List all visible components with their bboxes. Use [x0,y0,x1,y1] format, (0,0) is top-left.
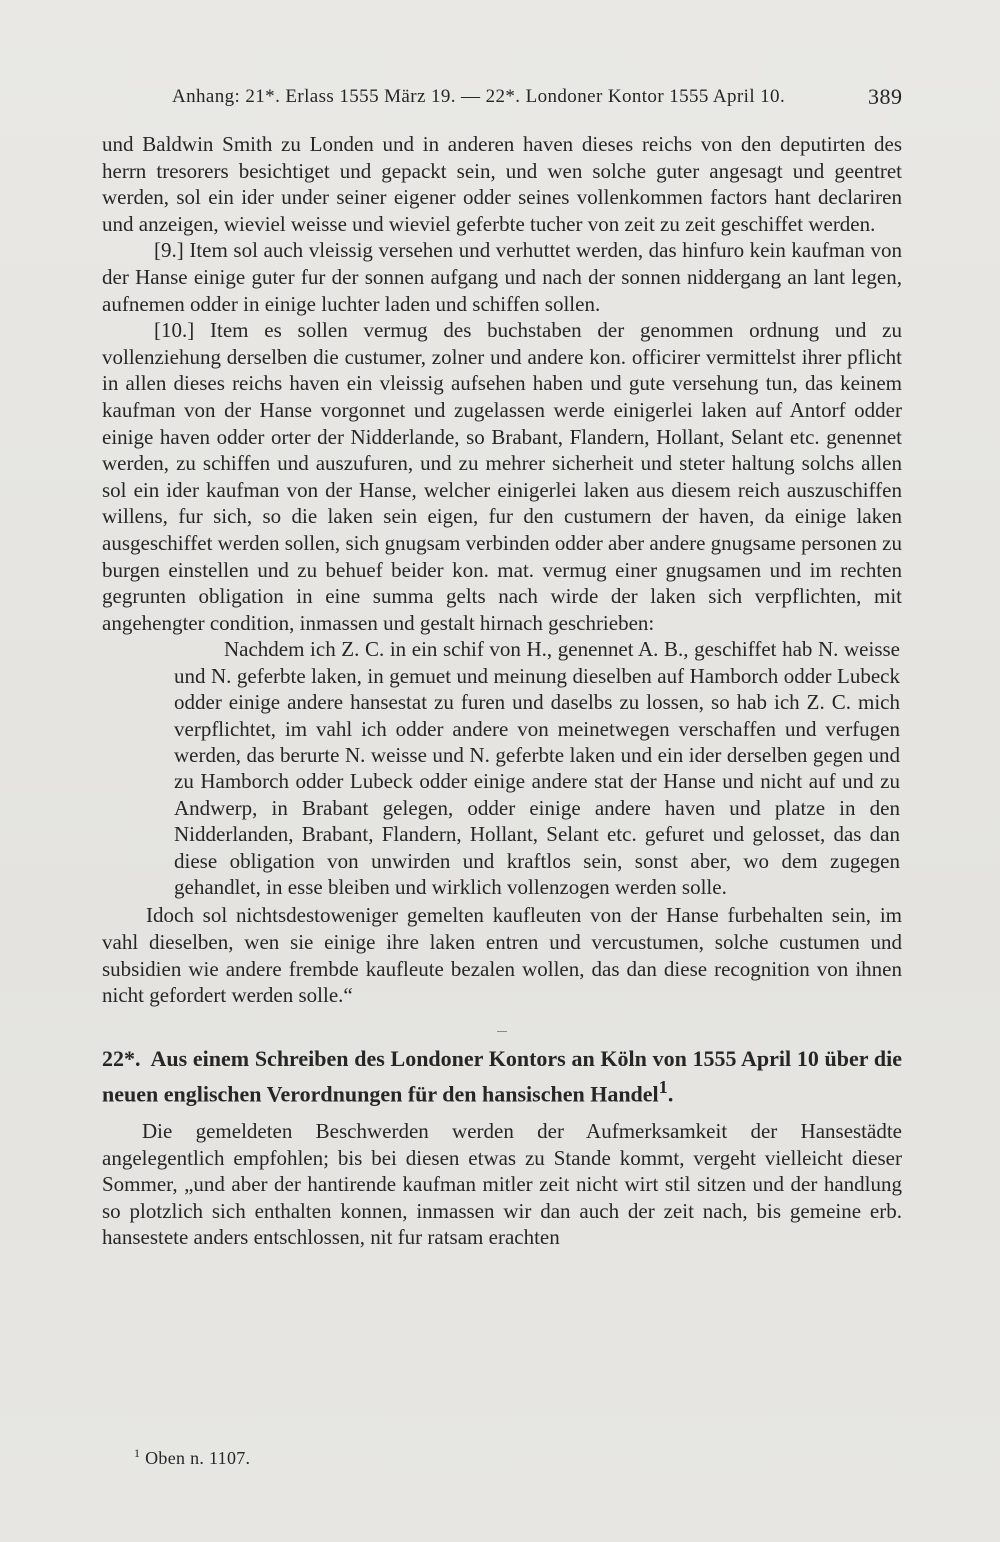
footnote-mark: 1 [134,1446,141,1460]
running-head: Anhang: 21*. Erlass 1555 März 19. — 22*. Londoner Kontor 1555 April 10. [172,86,786,107]
footnote-text: Oben n. 1107. [145,1448,251,1468]
section-heading [102,1044,902,1108]
main-text [102,131,902,1251]
footnote [134,1446,250,1469]
paragraph-article-10: [10.] Item es sollen vermug des buchstaben der genommen ordnung und zu vollenziehung derselben die custumer, zolner und andere kon. officirer vermittelst ihrer pflicht in allen dieses reichs haven ein vleissig aufsehen haben und gute versehung tun, das keinem kaufman von der Hanse vorgonnet und zugelassen werde einigerlei laken auf Antorf odder einige haven odder orter der Nidderlande, so Brabant, Flandern, Hollant, Selant etc. genennet werden, zu schiffen und auszufuren, und zu mehrer sicherheit und steter haltung solchs allen sol ein ider kaufman von der Hanse, welcher einigerlei laken aus diesem reich auszuschiffen willens, fur sich, so die laken sein eigen, fur den custumern der haven, da einige laken ausgeschiffet werden sollen, sich gnugsam verbinden odder aber andere gnugsame personen zu burgen einstellen und zu behuef beider kon. mat. vermug einer gnugsamen und im rechten gegrunten obligation in eine summa gelts nach wirde der laken sich verpflichten, mit angehengter condition, inmassen und gestalt hirnach geschrieben: [102,318,902,635]
obligation-formula-quote: Nachdem ich Z. C. in ein schif von H., genennet A. B., geschiffet hab N. weisse und N. geferbte laken, in gemuet und meinung dieselben auf Hamborch odder Lubeck odder einige andere hansestat zu furen und daselbs zu lossen, so hab ich Z. C. mich verpflichtet, im vahl ich odder andere von meinetwegen verschaffen und verfugen werden, das berurte N. weisse und N. geferbte laken und ein ider derselben gegen und zu Hamborch odder Lubeck odder einige andere stat der Hanse und nicht auf und zu Andwerp, in Brabant gelegen, odder einige andere haven und platze in den Nidderlanden, Brabant, Flandern, Hollant, Selant etc. gefuret und gelosset, das dan diese obligation von unwirden und kraftlos sein, sonst aber, wo dem zugegen gehandlet, in esse bleiben und wirklich vollenzogen werden solle. [174,637,900,899]
paragraph-continuation: und Baldwin Smith zu Londen und in anderen haven dieses reichs von den deputirten des herrn tresorers besichtiget und gepackt sein, und wen solche guter angesagt und geentret werden, sol ein ider under seiner eigener odder seines vollenkommen factors hant declariren und anzeigen, wieviel weisse und wieviel geferbte tucher von zeit zu zeit geschiffet werden. [102,132,902,236]
footnote-ref: 1 [658,1076,668,1097]
section-number: 22*. [102,1045,141,1071]
section-heading-end: . [667,1081,674,1107]
section-divider [497,1031,507,1032]
paragraph-article-9: [9.] Item sol auch vleissig versehen und verhuttet werden, das hinfuro kein kaufman von der Hanse einige guter fur der sonnen aufgang und nach der sonnen niddergang an lant legen, aufnemen odder in einige luchter laden und schiffen sollen. [102,238,902,316]
section-summary: Die gemeldeten Beschwerden werden der Aufmerksamkeit der Hansestädte angelegentlich empfohlen; bis bei diesen etwas zu Stande kommt, vergeht vielleicht dieser Sommer, „und aber der hantirende kaufman mitler zeit nicht wirt stil sitzen und der handlung so plotzlich sich enthalten konnen, inmassen wir dan auch der zeit nach, bis gemeine erb. hansestete anders entschlossen, nit fur ratsam erachten [102,1119,902,1250]
page-number: 389 [868,84,903,109]
paragraph-reservation: Idoch sol nichtsdestoweniger gemelten kaufleuten von der Hanse furbehalten sein, im vahl dieselben, wen sie einige ihre laken entren und vercustumen, solche custumen und subsidien wie andere frembde kaufleute bezalen wollen, das dan diese recognition von ihnen nicht gefordert werden solle.“ [102,903,902,1008]
section-heading-text: Aus einem Schreiben des Londoner Kontors an Köln von 1555 April 10 über die neuen englischen Verordnungen für den hansischen Handel [102,1045,902,1107]
